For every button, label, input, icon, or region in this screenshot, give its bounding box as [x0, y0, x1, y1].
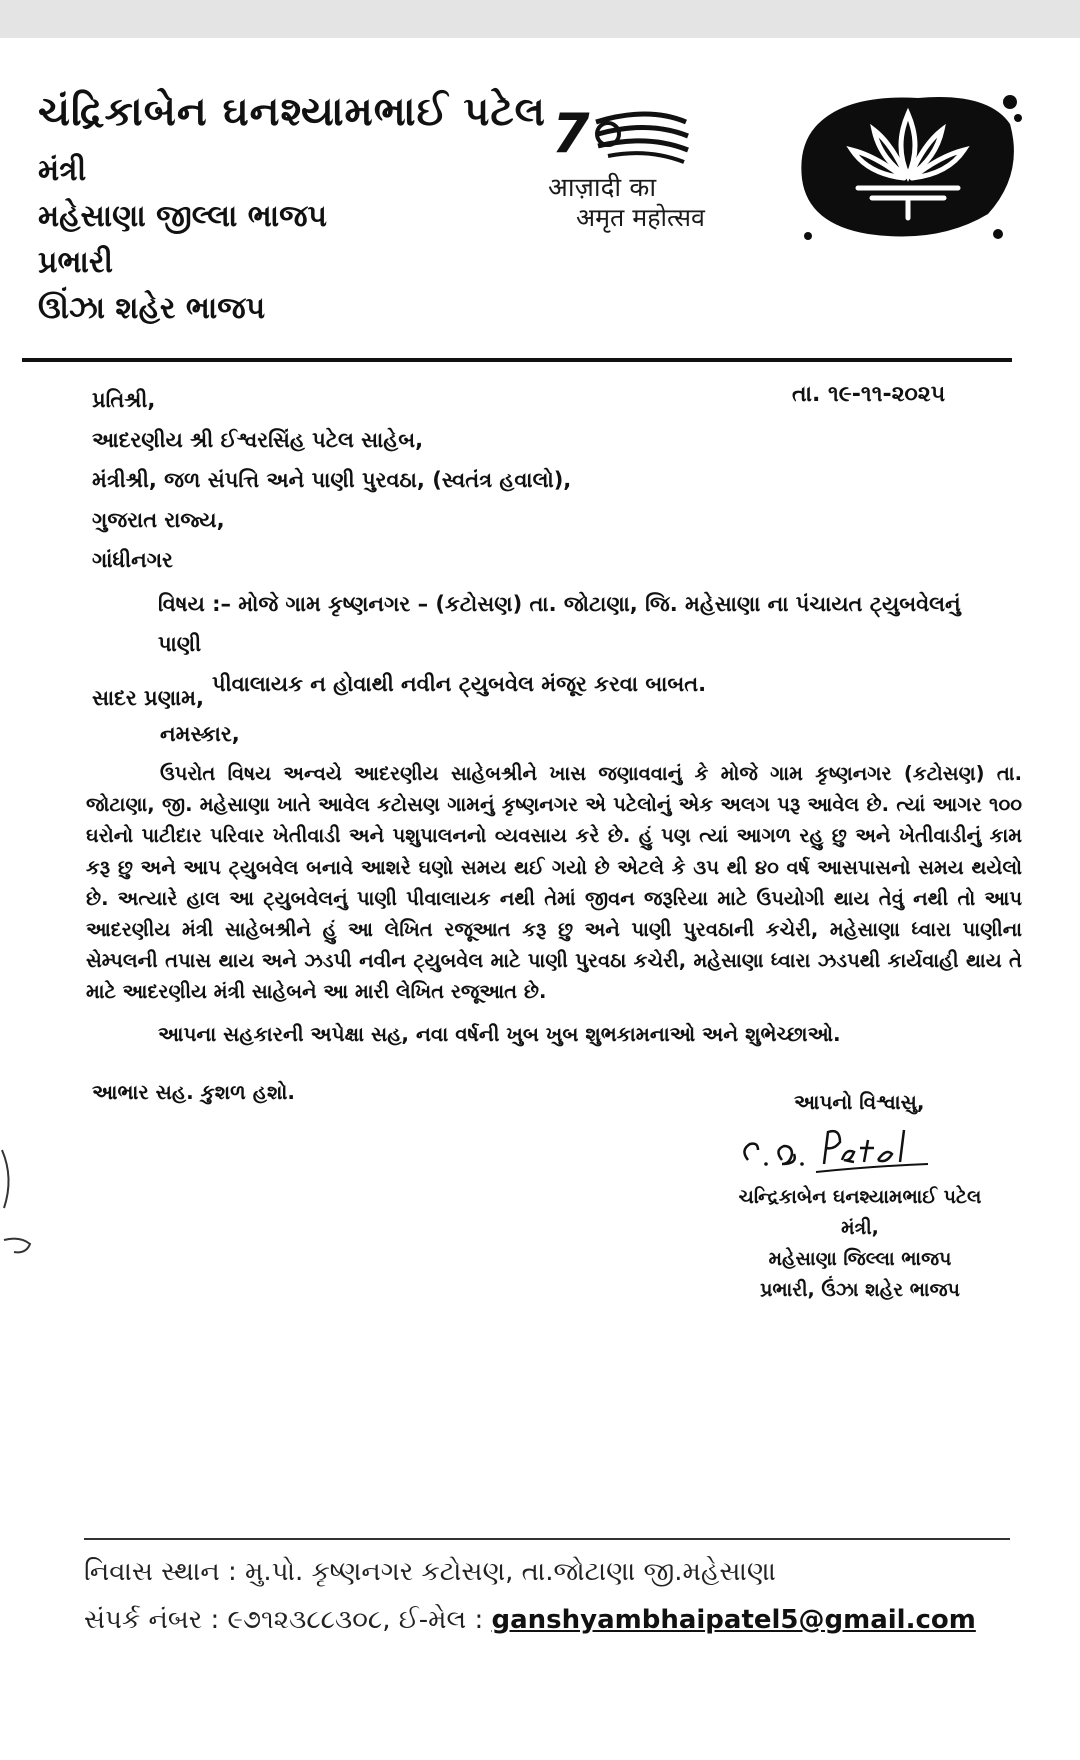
top-strip — [0, 0, 1080, 38]
letter-date: તા. ૧૯-૧૧-૨૦૨૫ — [792, 382, 946, 407]
azadi-text-line2: अमृत महोत्सव — [576, 203, 705, 232]
footer-residence — [84, 1548, 1024, 1596]
contact-value: ૯૭૧૨૩૮૮૩૦૮, ઈ-મેલ : — [227, 1605, 484, 1635]
letterhead — [38, 88, 558, 332]
addressee-block — [92, 380, 792, 580]
greeting: નમસ્કાર, — [160, 722, 240, 746]
addressee-line: પ્રતિશ્રી, — [92, 388, 156, 412]
subject-line2: પીવાલાયક ન હોવાથી નવીન ટ્યુબવેલ મંજૂર કરવા બાબત. — [212, 672, 707, 696]
residence-value: મુ.પો. કૃષ્ણનગર કટોસણ, તા.જોટાણા જી.મહેસાણા — [244, 1557, 776, 1587]
closing-left: આભાર સહ. કુશળ હશો. — [92, 1080, 295, 1104]
closing-right: આપનો વિશ્વાસુ, — [794, 1090, 925, 1114]
letterhead-role: પ્રભારી — [38, 245, 113, 280]
lotus-icon — [788, 84, 1028, 244]
subject — [158, 584, 978, 704]
svg-text:7: 7 — [552, 102, 590, 165]
residence-label: નિવાસ સ્થાન : — [84, 1557, 237, 1587]
signatory-block — [730, 1182, 990, 1306]
signatory-line: મહેસાણા જિલ્લા ભાજપ — [768, 1248, 952, 1270]
addressee-line: મંત્રીશ્રી, જળ સંપત્તિ અને પાણી પુરવઠા, (સ્વતંત્ર હવાલો), — [92, 468, 572, 492]
azadi-ka-amrit-mahotsav-logo — [548, 100, 748, 235]
addressee-line: ગુજરાત રાજ્ય, — [92, 508, 225, 532]
wishes-line: આપના સહકારની અપેક્ષા સહ, નવા વર્ષની ખુબ ખુબ શુભકામનાઓ અને શુભેચ્છાઓ. — [158, 1022, 841, 1046]
seventy-five-logo-icon — [548, 100, 748, 170]
footer-divider — [84, 1538, 1010, 1540]
salutation: સાદર પ્રણામ, — [92, 686, 204, 710]
letterhead-title: મંત્રી — [38, 153, 87, 188]
signatory-line: પ્રભારી, ઉંઝા શહેર ભાજપ — [760, 1279, 960, 1301]
subject-line1: વિષય :– મોજે ગામ કૃષ્ણનગર – (કટોસણ) તા. જોટાણા, જિ. મહેસાણા ના પંચાયત ટ્યુબવેલનું પાણી — [158, 592, 961, 656]
email-link[interactable]: ganshyambhaipatel5@gmail.com — [491, 1605, 976, 1635]
signatory-line: ચન્દ્રિકાબેન ઘનશ્યામભાઈ પટેલ — [738, 1186, 982, 1208]
bjp-lotus-logo — [788, 84, 1028, 244]
letterhead-district: મહેસાણા જીલ્લા ભાજપ — [38, 199, 327, 234]
letterhead-city: ઊંઝા શહેર ભાજપ — [38, 291, 266, 326]
margin-pen-mark-icon — [0, 1148, 40, 1268]
addressee-line: ગાંધીનગર — [92, 548, 173, 572]
footer-contact — [84, 1596, 1024, 1644]
body-paragraph: ઉપરોત વિષય અન્વયે આદરણીય સાહેબશ્રીને ખાસ જણાવવાનું કે મોજે ગામ કૃષ્ણનગર (કટોસણ) તા. જોટાણા, જી. મહેસાણા ખાતે આવેલ કટોસણ ગામનું કૃષ્ણનગર એ પટેલોનું એક અલગ પરૂ આવેલ છે. ત્યાં આગર ૧૦૦ ઘરોનો પાટીદાર પરિવાર ખેતીવાડી અને પશુપાલનનો વ્યવસાય કરે છે. હું પણ ત્યાં આગળ રહુ છુ અને ખેતીવાડીનું કામ કરૂ છુ અને આપ ટ્યુબવેલ બનાવે આશરે ઘણો સમય થઈ ગયો છે એટલે કે ૩૫ થી ૪૦ વર્ષ આસપાસનો સમય થયેલો છે. અત્યારે હાલ આ ટ્યુબવેલનું પાણી પીવાલાયક નથી તેમાં જીવન જરૂરિયા માટે ઉપયોગી થાય તેવું નથી તો આપ આદરણીય મંત્રી સાહેબશ્રીને હું આ લેખિત રજૂઆત કરૂ છુ અને પાણી પુરવઠાની કચેરી, મહેસાણા ધ્વારા પાણીના સેમ્પલની તપાસ થાય અને ઝડપી નવીન ટ્યુબવેલ માટે પાણી પુરવઠા કચેરી, મહેસાણા ધ્વારા ઝડપથી કાર્યવાહી થાય તે માટે આદરણીય મંત્રી સાહેબને આ મારી લેખિત રજૂઆત છે. — [86, 762, 1022, 1004]
addressee-line: આદરણીય શ્રી ઈશ્વરસિંહ પટેલ સાહેબ, — [92, 428, 424, 452]
header-divider — [22, 358, 1012, 362]
signatory-line: મંત્રી, — [841, 1217, 879, 1239]
footer — [84, 1548, 1024, 1644]
azadi-text-line1: आज़ादी का — [548, 173, 657, 203]
contact-label: સંપર્ક નંબર : — [84, 1605, 220, 1635]
letterhead-name: ચંદ્રિકાબેન ઘનશ્યામભાઈ પટેલ — [38, 89, 546, 135]
